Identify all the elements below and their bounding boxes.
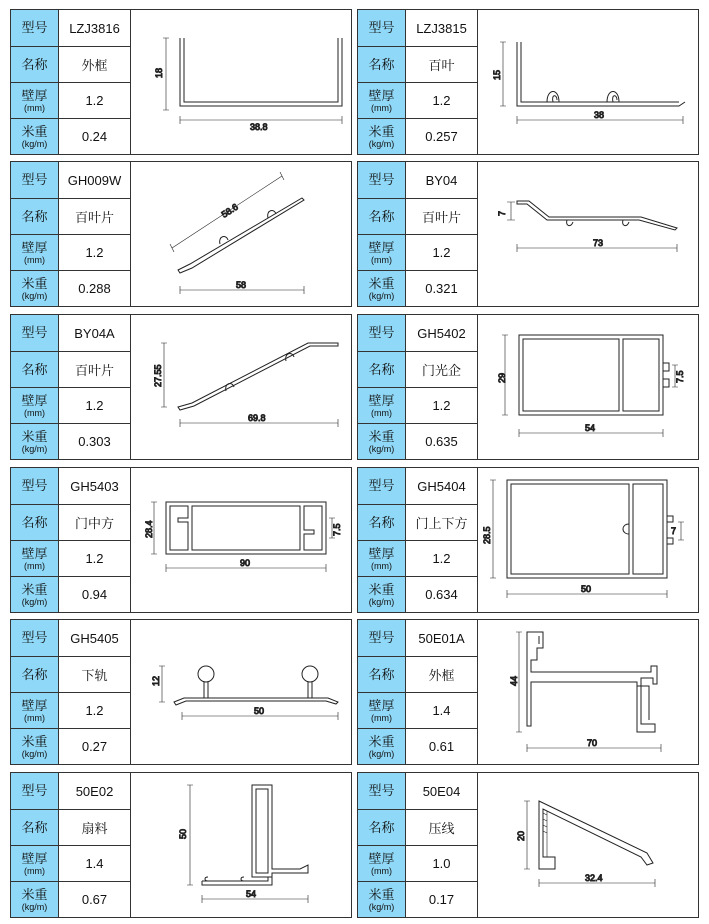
model-label: 型号 (11, 162, 59, 199)
name-value: 门上下方 (406, 505, 478, 541)
model-label: 型号 (11, 10, 59, 47)
wall-label: 壁厚 (mm) (358, 541, 406, 577)
name-value: 百叶片 (406, 199, 478, 235)
dim-height: 12 (151, 675, 161, 686)
model-value: LZJ3815 (406, 10, 478, 47)
name-label: 名称 (11, 810, 59, 846)
profile-card (357, 161, 699, 307)
weight-label: 米重 (kg/m) (358, 271, 406, 306)
dim-slot: 7.5 (675, 370, 685, 383)
wall-label: 壁厚 (mm) (11, 388, 59, 424)
profile-drawing (479, 468, 698, 612)
name-value: 百叶 (406, 47, 478, 83)
profile-drawing (132, 468, 351, 612)
model-label: 型号 (11, 620, 59, 657)
name-value: 门光企 (406, 352, 478, 388)
weight-label: 米重 (kg/m) (11, 271, 59, 306)
dim-width: 69.8 (248, 413, 266, 423)
wall-label: 壁厚 (mm) (358, 235, 406, 271)
profile-card (10, 467, 352, 613)
model-value: GH5403 (59, 468, 131, 505)
name-label: 名称 (358, 352, 406, 388)
name-label: 名称 (358, 657, 406, 693)
name-value: 下轨 (59, 657, 131, 693)
wall-label: 壁厚 (mm) (358, 83, 406, 119)
weight-value: 0.634 (406, 577, 478, 612)
model-label: 型号 (11, 468, 59, 505)
profile-card (10, 619, 352, 765)
dim-width: 73 (593, 238, 604, 248)
weight-value: 0.61 (406, 729, 478, 764)
weight-label: 米重 (kg/m) (11, 729, 59, 764)
wall-value: 1.2 (406, 235, 478, 271)
model-label: 型号 (358, 620, 406, 657)
dim-width: 38 (594, 110, 605, 120)
model-value: 50E04 (406, 773, 478, 810)
dim-height: 44 (509, 675, 519, 686)
wall-label: 壁厚 (mm) (11, 83, 59, 119)
model-label: 型号 (11, 315, 59, 352)
profile-drawing (132, 10, 351, 154)
wall-value: 1.0 (406, 846, 478, 882)
weight-value: 0.94 (59, 577, 131, 612)
dim-height: 7 (497, 210, 507, 216)
wall-label: 壁厚 (mm) (358, 846, 406, 882)
name-value: 外框 (59, 47, 131, 83)
dim-height: 20 (516, 830, 526, 841)
model-label: 型号 (11, 773, 59, 810)
weight-value: 0.24 (59, 119, 131, 154)
model-label: 型号 (358, 162, 406, 199)
wall-label: 壁厚 (mm) (11, 235, 59, 271)
profile-card (10, 9, 352, 155)
wall-value: 1.2 (59, 693, 131, 729)
weight-label: 米重 (kg/m) (11, 119, 59, 154)
profile-drawing (479, 10, 698, 154)
weight-value: 0.303 (59, 424, 131, 459)
name-label: 名称 (358, 199, 406, 235)
dim-width: 38.8 (250, 122, 268, 132)
weight-label: 米重 (kg/m) (358, 424, 406, 459)
wall-label: 壁厚 (mm) (358, 388, 406, 424)
name-label: 名称 (11, 352, 59, 388)
dim-height: 28.4 (144, 520, 154, 538)
wall-label: 壁厚 (mm) (11, 541, 59, 577)
name-label: 名称 (358, 810, 406, 846)
wall-label: 壁厚 (mm) (11, 846, 59, 882)
profile-card (357, 619, 699, 765)
name-label: 名称 (11, 657, 59, 693)
dim-width: 58 (236, 280, 247, 290)
model-value: BY04 (406, 162, 478, 199)
dim-width: 50 (254, 706, 265, 716)
model-value: GH5402 (406, 315, 478, 352)
dim-height: 28.5 (482, 526, 492, 544)
profile-card (357, 9, 699, 155)
weight-value: 0.321 (406, 271, 478, 306)
weight-value: 0.17 (406, 882, 478, 917)
model-value: GH5404 (406, 468, 478, 505)
dim-width: 70 (587, 738, 598, 748)
weight-value: 0.257 (406, 119, 478, 154)
dim-width: 32.4 (585, 873, 603, 883)
wall-value: 1.4 (59, 846, 131, 882)
model-label: 型号 (358, 315, 406, 352)
model-value: GH5405 (59, 620, 131, 657)
dim-diagonal: 58.6 (219, 201, 240, 220)
name-value: 百叶片 (59, 199, 131, 235)
wall-label: 壁厚 (mm) (358, 693, 406, 729)
profile-drawing (479, 162, 698, 306)
wall-label: 壁厚 (mm) (11, 693, 59, 729)
model-label: 型号 (358, 10, 406, 47)
profile-drawing (132, 773, 351, 917)
name-label: 名称 (358, 505, 406, 541)
profile-drawing (479, 315, 698, 459)
profile-drawing (479, 773, 698, 917)
wall-value: 1.2 (406, 541, 478, 577)
name-label: 名称 (358, 47, 406, 83)
weight-value: 0.635 (406, 424, 478, 459)
weight-value: 0.27 (59, 729, 131, 764)
dim-height: 29 (497, 372, 507, 383)
model-label: 型号 (358, 468, 406, 505)
model-value: BY04A (59, 315, 131, 352)
dim-width: 54 (246, 889, 257, 899)
profile-card (357, 467, 699, 613)
name-value: 外框 (406, 657, 478, 693)
dim-height: 18 (154, 67, 164, 78)
wall-value: 1.2 (406, 83, 478, 119)
profile-card (10, 772, 352, 918)
wall-value: 1.2 (59, 235, 131, 271)
dim-slot: 7.5 (332, 523, 342, 536)
weight-label: 米重 (kg/m) (358, 119, 406, 154)
weight-label: 米重 (kg/m) (11, 882, 59, 917)
wall-value: 1.2 (59, 83, 131, 119)
weight-label: 米重 (kg/m) (358, 882, 406, 917)
weight-label: 米重 (kg/m) (11, 424, 59, 459)
name-value: 压线 (406, 810, 478, 846)
name-label: 名称 (11, 47, 59, 83)
model-value: GH009W (59, 162, 131, 199)
weight-value: 0.67 (59, 882, 131, 917)
name-label: 名称 (11, 505, 59, 541)
dim-height: 15 (492, 69, 502, 80)
weight-label: 米重 (kg/m) (358, 729, 406, 764)
wall-value: 1.2 (59, 541, 131, 577)
wall-value: 1.2 (59, 388, 131, 424)
profile-drawing (132, 315, 351, 459)
dim-width: 90 (240, 558, 251, 568)
weight-label: 米重 (kg/m) (11, 577, 59, 612)
profile-drawing (132, 620, 351, 764)
profile-card (10, 314, 352, 460)
wall-value: 1.4 (406, 693, 478, 729)
name-value: 门中方 (59, 505, 131, 541)
model-value: 50E01A (406, 620, 478, 657)
profile-drawing (132, 162, 351, 306)
weight-label: 米重 (kg/m) (358, 577, 406, 612)
name-label: 名称 (11, 199, 59, 235)
model-label: 型号 (358, 773, 406, 810)
dim-height: 27.55 (153, 364, 163, 387)
profile-drawing (479, 620, 698, 764)
dim-width: 50 (581, 584, 592, 594)
name-value: 百叶片 (59, 352, 131, 388)
weight-value: 0.288 (59, 271, 131, 306)
name-value: 扇料 (59, 810, 131, 846)
model-value: LZJ3816 (59, 10, 131, 47)
profile-card (357, 314, 699, 460)
dim-height: 50 (178, 828, 188, 839)
wall-value: 1.2 (406, 388, 478, 424)
profile-card (10, 161, 352, 307)
model-value: 50E02 (59, 773, 131, 810)
dim-slot: 7 (671, 526, 677, 536)
profile-card (357, 772, 699, 918)
dim-width: 54 (585, 423, 596, 433)
